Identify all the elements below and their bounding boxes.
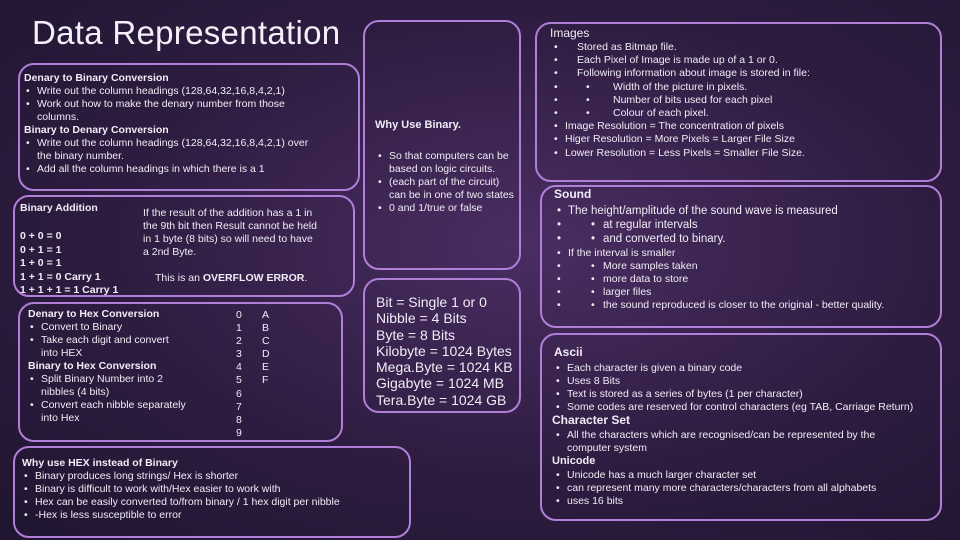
- list-item: • If the interval is smaller: [555, 247, 884, 260]
- list-item: • • at regular intervals: [555, 218, 838, 232]
- list-item: • Binary is difficult to work with/Hex easier to work with: [22, 483, 340, 496]
- sub-item-text: the sound reproduced is closer to the original - better quality.: [603, 299, 885, 311]
- ascii-list: [554, 362, 913, 414]
- binary-to-denary-list: [24, 137, 308, 150]
- sound-section: [555, 204, 838, 246]
- hex-letter: D: [262, 348, 270, 361]
- list-item-continued: computer system: [567, 442, 647, 454]
- character-set-section: [554, 429, 875, 455]
- list-item: • • and converted to binary.: [555, 232, 838, 246]
- addition-rule: 1 + 1 + 1 = 1 Carry 1: [20, 284, 119, 296]
- addition-rule: 1 + 1 = 0 Carry 1: [20, 270, 101, 283]
- why-hex-heading: Why use HEX instead of Binary: [22, 457, 178, 469]
- list-item: • (each part of the circuit): [376, 176, 514, 189]
- denary-to-binary-heading: Denary to Binary Conversion: [24, 72, 169, 84]
- sub-item-text: More samples taken: [603, 260, 698, 272]
- list-item: • Some codes are reserved for control characters (eg TAB, Carriage Return): [554, 401, 913, 414]
- list-item: • Stored as Bitmap file.: [552, 41, 810, 54]
- list-item-continued: into HEX: [41, 347, 83, 359]
- hex-letter: B: [262, 322, 270, 335]
- hex-digit: 6: [236, 387, 242, 400]
- list-item: • can represent many more characters/characters from all alphabets: [554, 482, 876, 495]
- images-section: [552, 41, 810, 160]
- list-item: • Uses 8 Bits: [554, 375, 913, 388]
- list-item: • So that computers can be: [376, 150, 514, 163]
- ascii-section: [554, 362, 913, 414]
- binary-addition-heading: Binary Addition: [20, 202, 98, 214]
- list-item: • Binary produces long strings/ Hex is shorter: [22, 470, 340, 483]
- why-binary-list: [376, 150, 514, 163]
- unicode-heading: Unicode: [552, 455, 596, 467]
- list-item: • • the sound reproduced is closer to the original - better quality.: [555, 299, 884, 312]
- list-item: • All the characters which are recognised/can be represented by the: [554, 429, 875, 442]
- list-item: • Take each digit and convert: [28, 334, 186, 347]
- images-heading: Images: [550, 26, 590, 40]
- hex-digit: 4: [236, 361, 242, 374]
- hex-letter: E: [262, 361, 270, 374]
- character-set-list: [554, 429, 875, 442]
- unit-item: Tera.Byte = 1024 GB: [376, 391, 507, 408]
- list-item: • Convert each nibble separately: [28, 399, 186, 412]
- sub-item-text: larger files: [603, 286, 652, 298]
- sound-sub-list-2: [555, 260, 884, 312]
- why-binary-box: [363, 20, 521, 270]
- hex-letter: A: [262, 309, 270, 321]
- hex-letter: F: [262, 374, 269, 387]
- unit-item: Bit = Single 1 or 0: [376, 294, 487, 310]
- list-item: • Each Pixel of Image is made up of a 1 or 0.: [552, 54, 810, 67]
- list-item: • 0 and 1/true or false: [376, 202, 514, 215]
- character-set-heading: Character Set: [552, 413, 631, 427]
- hex-digit: 1: [236, 322, 242, 335]
- list-item: • • Number of bits used for each pixel: [552, 94, 810, 107]
- unit-item: Byte = 8 Bits: [376, 326, 455, 343]
- addition-explanation: [143, 207, 317, 259]
- denary-section: [24, 72, 308, 176]
- binary-to-denary-list-2: [24, 163, 308, 176]
- overflow-line: [155, 272, 307, 285]
- list-item: • uses 16 bits: [554, 495, 876, 508]
- list-item-continued: based on logic circuits.: [389, 163, 496, 175]
- images-sub-list: [552, 81, 810, 121]
- denary-to-hex-heading: Denary to Hex Conversion: [28, 308, 160, 320]
- images-list: [552, 41, 810, 81]
- sub-item-text: and converted to binary.: [603, 233, 726, 245]
- list-item: • Split Binary Number into 2: [28, 373, 186, 386]
- hex-digit: 3: [236, 348, 242, 361]
- hex-digit: 7: [236, 400, 242, 413]
- list-item-continued: the binary number.: [37, 150, 124, 162]
- binary-to-denary-heading: Binary to Denary Conversion: [24, 124, 169, 136]
- sound-heading: Sound: [554, 187, 592, 201]
- sound-list-2: [555, 247, 884, 260]
- list-item: • The height/amplitude of the sound wave is measured: [555, 204, 838, 218]
- overflow-term: OVERFLOW ERROR: [202, 272, 305, 284]
- list-item: • Hex can be easily converted to/from binary / 1 hex digit per nibble: [22, 496, 340, 509]
- list-item: • Text is stored as a series of bytes (1 per character): [554, 388, 913, 401]
- overflow-suffix: .: [304, 272, 308, 284]
- addition-rule: 0 + 0 = 0: [20, 230, 62, 242]
- denary-to-binary-list: [24, 85, 308, 111]
- unit-item: Gigabyte = 1024 MB: [376, 375, 505, 392]
- binary-to-hex-heading: Binary to Hex Conversion: [28, 360, 157, 372]
- list-item: • Write out the column headings (128,64,32,16,8,4,2,1) over: [24, 137, 308, 150]
- list-item-continued: into Hex: [41, 412, 80, 424]
- why-binary-list-3: [376, 202, 514, 215]
- binary-to-hex-list-2: [28, 399, 186, 412]
- list-item: • -Hex is less susceptible to error: [22, 509, 340, 522]
- hex-digit: 8: [236, 413, 242, 426]
- hex-digits-column: [236, 309, 242, 440]
- hex-section: [28, 308, 186, 425]
- overflow-prefix: This is an: [155, 272, 203, 284]
- denary-to-hex-list: [28, 321, 186, 347]
- list-item: • Unicode has a much larger character set: [554, 469, 876, 482]
- list-item: • • Width of the picture in pixels.: [552, 81, 810, 94]
- explanation-line: a 2nd Byte.: [143, 246, 197, 258]
- unit-item: Nibble = 4 Bits: [376, 310, 467, 327]
- images-list-2: [552, 120, 810, 160]
- explanation-line: If the result of the addition has a 1 in: [143, 207, 313, 219]
- hex-digit: 9: [236, 426, 242, 439]
- list-item-continued: nibbles (4 bits): [41, 386, 110, 398]
- unicode-list: [554, 469, 876, 508]
- list-item-continued: can be in one of two states: [389, 189, 514, 201]
- explanation-line: in 1 byte (8 bits) so will need to have: [143, 233, 313, 245]
- hex-digit: 5: [236, 374, 242, 387]
- why-binary-list-2: [376, 176, 514, 189]
- list-item: • Convert to Binary: [28, 321, 186, 334]
- list-item: • Write out the column headings (128,64,32,16,8,4,2,1): [24, 85, 308, 98]
- sound-sub-list: [555, 218, 838, 246]
- units-list: [376, 294, 513, 408]
- list-item: • Each character is given a binary code: [554, 362, 913, 375]
- addition-rule: 1 + 0 = 1: [20, 257, 62, 269]
- ascii-heading: Ascii: [554, 345, 583, 359]
- list-item: • Higer Resolution = More Pixels = Larger File Size: [552, 133, 810, 146]
- hex-letter: C: [262, 335, 270, 348]
- binary-to-hex-list: [28, 373, 186, 386]
- explanation-line: the 9th bit then Result cannot be held: [143, 220, 317, 232]
- why-binary-heading: Why Use Binary.: [375, 119, 461, 131]
- list-item: • • More samples taken: [555, 260, 884, 273]
- why-binary-section: [376, 150, 514, 215]
- sub-item-text: more data to store: [603, 273, 689, 285]
- addition-rule: 0 + 1 = 1: [20, 243, 62, 256]
- list-item: • • Colour of each pixel.: [552, 107, 810, 120]
- why-hex-section: [22, 457, 340, 522]
- hex-letters-column: [262, 309, 270, 388]
- hex-digit: 2: [236, 335, 242, 348]
- sound-list: [555, 204, 838, 218]
- sub-item-text: Width of the picture in pixels.: [613, 80, 748, 93]
- hex-digit: 0: [236, 309, 242, 321]
- list-item: • Work out how to make the denary number from those: [24, 98, 308, 111]
- list-item: • Image Resolution = The concentration of pixels: [552, 120, 810, 133]
- sub-item-text: Colour of each pixel.: [613, 107, 709, 120]
- addition-rules: [20, 230, 118, 298]
- list-item: • Lower Resolution = Less Pixels = Smaller File Size.: [552, 147, 810, 160]
- list-item: • • more data to store: [555, 273, 884, 286]
- list-item-continued: columns.: [37, 111, 80, 123]
- unit-item: Kilobyte = 1024 Bytes: [376, 342, 512, 359]
- list-item: • Following information about image is stored in file:: [552, 67, 810, 80]
- list-item: • • larger files: [555, 286, 884, 299]
- sub-item-text: Number of bits used for each pixel: [613, 93, 773, 106]
- sub-item-text: at regular intervals: [603, 219, 698, 231]
- unit-item: Mega.Byte = 1024 KB: [376, 359, 513, 376]
- list-item: • Add all the column headings in which there is a 1: [24, 163, 308, 176]
- page-title: Data Representation: [32, 14, 341, 51]
- unicode-section: [554, 469, 876, 508]
- sound-section-2: [555, 247, 884, 312]
- why-hex-list: [22, 470, 340, 522]
